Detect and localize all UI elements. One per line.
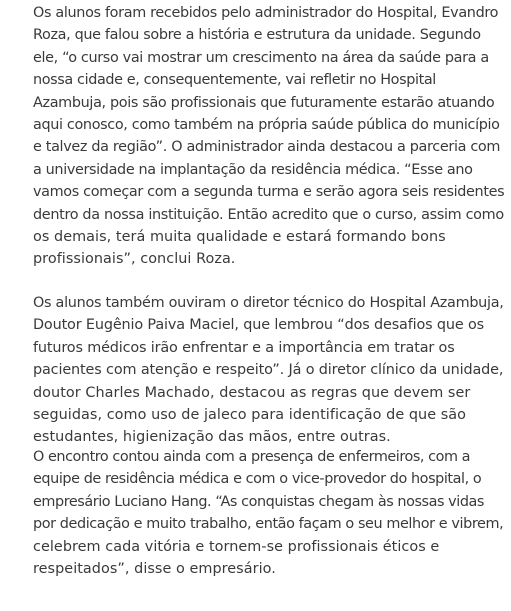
paragraph-line: aqui conosco, como também na própria saúde pública do município [33, 116, 500, 133]
paragraph-3 [33, 446, 503, 580]
paragraph-2 [33, 292, 504, 449]
paragraph-line: nossa cidade e, consequentemente, vai refletir no Hospital [33, 72, 436, 89]
paragraph-line: estudantes, higienização das mãos, entre outras. [33, 429, 391, 446]
paragraph-line: respeitados”, disse o empresário. [33, 560, 276, 577]
paragraph-line: futuros médicos irão enfrentar e a importância em tratar os [33, 339, 455, 356]
paragraph-line: seguidas, como uso de jaleco para identificação de que são [33, 406, 467, 423]
paragraph-line: O encontro contou ainda com a presença de enfermeiros, com a [33, 449, 471, 465]
paragraph-line: Os alunos também ouviram o diretor técnico do Hospital Azambuja, [33, 295, 504, 311]
paragraph-line: empresário Luciano Hang. “As conquistas chegam às nossas vidas [33, 493, 484, 510]
paragraph-1 [33, 2, 504, 271]
paragraph-line: e talvez da região”. O administrador ainda destacou a parceria com [33, 139, 501, 156]
paragraph-line: Doutor Eugênio Paiva Maciel, que lembrou “dos desafios que os [33, 317, 485, 334]
paragraph-line: Os alunos foram recebidos pelo administrador do Hospital, Evandro [33, 5, 499, 21]
paragraph-line: profissionais”, conclui Roza. [33, 251, 236, 268]
paragraph-line: Azambuja, pois são profissionais que futuramente estarão atuando [33, 94, 495, 111]
paragraph-line: pacientes com atenção e respeito”. Já o diretor clínico da unidade, [33, 362, 504, 379]
paragraph-line: a universidade na implantação da residência médica. “Esse ano [33, 161, 473, 178]
paragraph-line: equipe de residência médica e com o vice-provedor do hospital, o [33, 471, 482, 488]
paragraph-line: por dedicação e muito trabalho, então façam o seu melhor e vibrem, [33, 516, 504, 533]
paragraph-line: dentro da nossa instituição. Então acredito que o curso, assim como [33, 206, 504, 223]
paragraph-line: doutor Charles Machado, destacou as regras que devem ser [33, 384, 471, 401]
paragraph-line: Roza, que falou sobre a história e estrutura da unidade. Segundo [33, 27, 481, 44]
paragraph-line: os demais, terá muita qualidade e estará formando bons [33, 228, 446, 245]
paragraph-line: celebrem cada vitória e tornem-se profissionais éticos e [33, 538, 440, 555]
paragraph-line: vamos começar com a segunda turma e serão agora seis residentes [33, 184, 505, 201]
paragraph-line: ele, “o curso vai mostrar um crescimento na área da saúde para a [33, 49, 489, 66]
